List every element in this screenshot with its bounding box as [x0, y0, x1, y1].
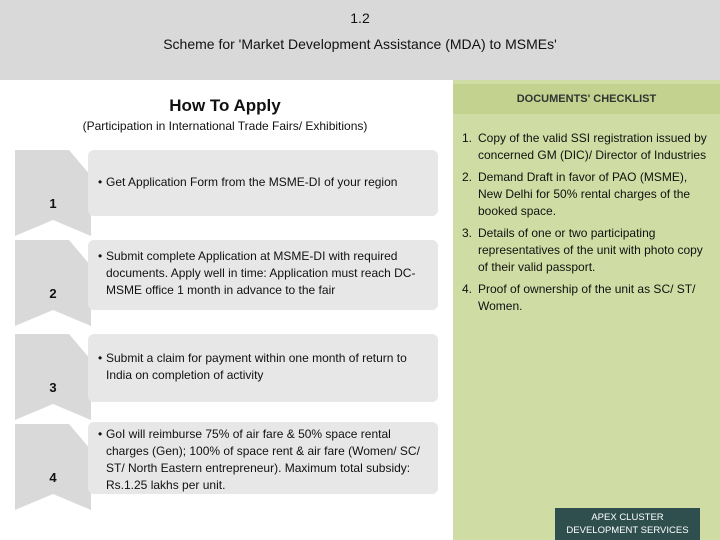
chevron-down-icon — [14, 334, 92, 420]
list-item: 4. Proof of ownership of the unit as SC/ ST/ Women. — [462, 281, 712, 315]
footer-badge: APEX CLUSTER DEVELOPMENT SERVICES — [555, 508, 700, 540]
step-box-4: • GoI will reimburse 75% of air fare & 50% space rental charges (Gen); 100% of space rent & air fare (Women/ SC/ ST/ North Eastern entrepreneur). Maximum total subsidy: Rs.1.25 lakhs per unit. — [88, 422, 438, 494]
checklist-title: DOCUMENTS' CHECKLIST — [453, 84, 720, 114]
step-text-2: Submit complete Application at MSME-DI with required documents. Apply well in time: Application must reach DC-MSME office 1 month in advance to the fair — [106, 249, 416, 297]
step-box-2: • Submit complete Application at MSME-DI with required documents. Apply well in time: Application must reach DC-MSME office 1 month in advance to the fair — [88, 240, 438, 310]
step-text-4: GoI will reimburse 75% of air fare & 50% space rental charges (Gen); 100% of space rent & air fare (Women/ SC/ ST/ North Eastern entrepreneur). Maximum total subsidy: Rs.1.25 lakhs per unit. — [106, 427, 420, 492]
list-item: 3. Details of one or two participating representatives of the unit with photo copy of their valid passport. — [462, 225, 712, 276]
step-chevron-1 — [14, 150, 92, 236]
checklist-item-text: Proof of ownership of the unit as SC/ ST/ Women. — [478, 282, 696, 313]
checklist-item-text: Copy of the valid SSI registration issued by concerned GM (DIC)/ Director of Industries — [478, 131, 707, 162]
checklist-list — [462, 130, 712, 320]
step-number-1: 1 — [49, 196, 57, 211]
step-chevron-3 — [14, 334, 92, 420]
step-number-4: 4 — [49, 470, 57, 485]
step-chevron-2 — [14, 240, 92, 326]
step-box-1: • Get Application Form from the MSME-DI of your region — [88, 150, 438, 216]
step-number-2: 2 — [49, 286, 57, 301]
header-band — [0, 0, 720, 80]
chevron-down-icon — [14, 150, 92, 236]
checklist-item-text: Demand Draft in favor of PAO (MSME), New Delhi for 50% rental charges of the booked space. — [478, 170, 691, 218]
checklist-item-text: Details of one or two participating representatives of the unit with photo copy of their valid passport. — [478, 226, 703, 274]
chevron-down-icon — [14, 424, 92, 510]
list-item: 2. Demand Draft in favor of PAO (MSME), New Delhi for 50% rental charges of the booked space. — [462, 169, 712, 220]
list-item: 1. Copy of the valid SSI registration issued by concerned GM (DIC)/ Director of Industries — [462, 130, 712, 164]
how-to-apply-title: How To Apply — [169, 96, 281, 115]
how-to-apply-subtitle: (Participation in International Trade Fairs/ Exhibitions) — [82, 119, 368, 133]
step-number-3: 3 — [49, 380, 57, 395]
slide-title: Scheme for 'Market Development Assistance (MDA) to MSMEs' — [163, 36, 557, 52]
step-text-1: Get Application Form from the MSME-DI of your region — [106, 175, 398, 189]
slide-number: 1.2 — [350, 10, 370, 26]
step-text-3: Submit a claim for payment within one month of return to India on completion of activity — [106, 351, 407, 382]
chevron-down-icon — [14, 240, 92, 326]
step-chevron-4 — [14, 424, 92, 510]
step-box-3: • Submit a claim for payment within one month of return to India on completion of activity — [88, 334, 438, 402]
